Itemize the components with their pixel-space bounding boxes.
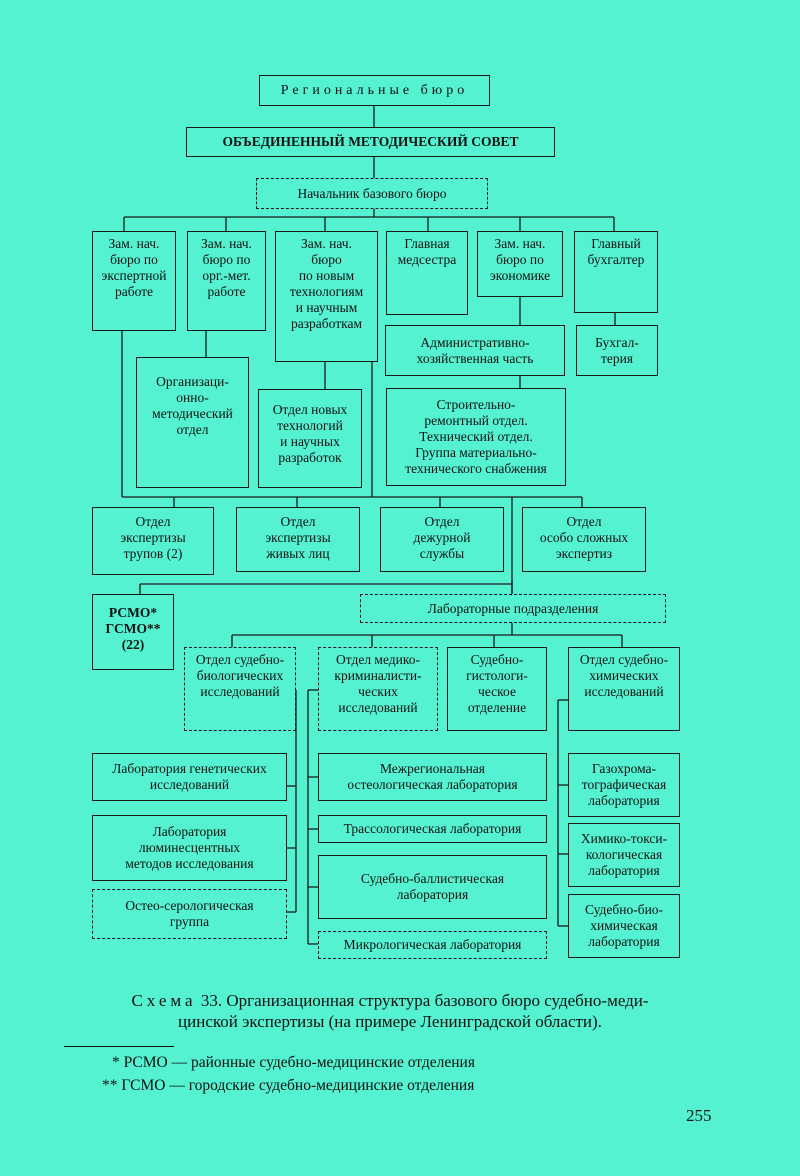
construction-dept-box: Строительно- ремонтный отдел. Технический отдел. Группа материально- технического снабжения [386,388,566,486]
interregional-osteology-lab-box: Межрегиональная остеологическая лаборатория [318,753,547,801]
ballistic-lab-box: Судебно-баллистическая лаборатория [318,855,547,919]
methodical-council-box: ОБЪЕДИНЕННЫЙ МЕТОДИЧЕСКИЙ СОВЕТ [186,127,555,157]
biochemistry-lab-box: Судебно-био- химическая лаборатория [568,894,680,958]
page-number: 255 [686,1106,712,1125]
deputy-tech-box: Зам. нач. бюро по новым технологиям и научным разработкам [275,231,378,362]
histology-dept-box: Судебно- гистологи- ческое отделение [447,647,547,731]
bio-research-dept-box: Отдел судебно- биологических исследований [184,647,296,731]
luminescent-lab-box: Лаборатория люминесцентных методов исследования [92,815,287,881]
duty-service-dept-box: Отдел дежурной службы [380,507,504,572]
admin-part-box: Административно- хозяйственная часть [385,325,565,376]
caption-lead: Схема [131,991,197,1010]
regional-bureau-box: Региональные бюро [259,75,490,106]
caption-text: 33. Организационная структура базового бюро судебно-меди- цинской экспертизы (на примере Ленинградской области). [178,991,649,1031]
deputy-org-box: Зам. нач. бюро по орг.-мет. работе [187,231,266,331]
footnote-rsmo: * РСМО — районные судебно-медицинские отделения [112,1054,475,1071]
footnote-gsmo: ** ГСМО — городские судебно-медицинские отделения [102,1077,475,1094]
figure-caption [100,990,680,1032]
mycology-lab-box: Микрологическая лаборатория [318,931,547,959]
new-tech-dept-box: Отдел новых технологий и научных разработок [258,389,362,488]
living-exam-dept-box: Отдел экспертизы живых лиц [236,507,360,572]
crim-research-dept-box: Отдел медико- криминалисти- ческих исследований [318,647,438,731]
toxicology-lab-box: Химико-токси- кологическая лаборатория [568,823,680,887]
deputy-expert-box: Зам. нач. бюро по экспертной работе [92,231,176,331]
org-method-dept-box: Организаци- онно- методический отдел [136,357,249,488]
complex-exam-dept-box: Отдел особо сложных экспертиз [522,507,646,572]
osteo-serology-group-box: Остео-серологическая группа [92,889,287,939]
trasology-lab-box: Трассологическая лаборатория [318,815,547,843]
accounting-box: Бухгал- терия [576,325,658,376]
lab-divisions-box: Лабораторные подразделения [360,594,666,623]
rsmo-gsmo-box: РСМО* ГСМО** (22) [92,594,174,670]
bureau-head-box: Начальник базового бюро [256,178,488,209]
group-exam-dept-box: Отдел экспертизы трупов (2) [92,507,214,575]
footnote-rule [64,1046,174,1047]
chief-accountant-box: Главный бухгалтер [574,231,658,313]
genetic-lab-box: Лаборатория генетических исследований [92,753,287,801]
deputy-economy-box: Зам. нач. бюро по экономике [477,231,563,297]
chemistry-dept-box: Отдел судебно- химических исследований [568,647,680,731]
gas-chromatography-lab-box: Газохрома- тографическая лаборатория [568,753,680,817]
head-nurse-box: Главная медсестра [386,231,468,315]
